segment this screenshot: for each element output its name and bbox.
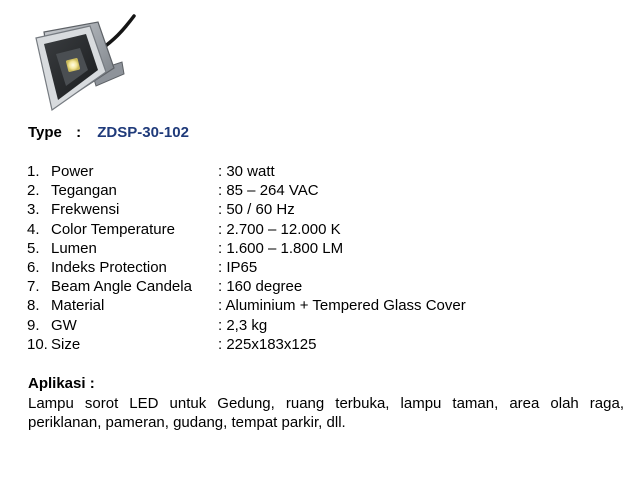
spec-label: Beam Angle Candela <box>51 278 192 296</box>
spec-number: 2. <box>27 182 40 200</box>
spec-row <box>27 181 627 200</box>
spec-value: : 225x183x125 <box>218 335 317 353</box>
type-value: ZDSP-30-102 <box>97 124 189 141</box>
spec-number: 8. <box>27 297 40 315</box>
spec-row <box>27 296 627 315</box>
spec-number: 1. <box>27 163 40 180</box>
spec-label: Power <box>51 163 94 180</box>
spec-number: 10. <box>27 335 48 353</box>
spec-row <box>27 258 627 277</box>
spec-row <box>27 335 627 354</box>
spec-value: : 85 – 264 VAC <box>218 182 319 200</box>
spec-value: : 2.700 – 12.000 K <box>218 220 341 238</box>
spec-number: 3. <box>27 201 40 219</box>
spec-number: 5. <box>27 239 40 257</box>
spec-row <box>27 162 627 181</box>
spec-label: Frekwensi <box>51 201 120 219</box>
spec-value: : 50 / 60 Hz <box>218 201 295 219</box>
spec-value: : 160 degree <box>218 278 303 296</box>
spec-value: : Aluminium + Tempered Glass Cover <box>218 297 466 315</box>
spec-row <box>27 239 627 258</box>
aplikasi-description: Lampu sorot LED untuk Gedung, ruang terbuka, lampu taman, area olah raga, periklanan, pameran, gudang, tempat parkir, dll. <box>28 395 624 431</box>
spec-number: 6. <box>27 258 40 276</box>
spec-value: : 30 watt <box>218 163 275 180</box>
type-line <box>28 124 189 142</box>
type-label: Type <box>28 124 62 141</box>
spec-label: Size <box>51 335 81 353</box>
spec-row <box>27 220 627 239</box>
spec-number: 9. <box>27 316 40 334</box>
spec-label: Lumen <box>51 239 97 257</box>
spec-row <box>27 200 627 219</box>
spec-label: Indeks Protection <box>51 258 167 276</box>
spec-value: : IP65 <box>218 258 258 276</box>
led-floodlight-icon <box>30 14 136 114</box>
spec-label: GW <box>51 316 77 334</box>
spec-number: 7. <box>27 278 40 296</box>
spec-row <box>27 277 627 296</box>
spec-value: : 1.600 – 1.800 LM <box>218 239 344 257</box>
spec-label: Material <box>51 297 105 315</box>
aplikasi-heading: Aplikasi : <box>28 375 95 392</box>
spec-row <box>27 316 627 335</box>
spec-value: : 2,3 kg <box>218 316 268 334</box>
type-colon: : <box>76 124 82 141</box>
spec-list <box>27 162 627 354</box>
spec-label: Color Temperature <box>51 220 175 238</box>
spec-label: Tegangan <box>51 182 117 200</box>
spec-number: 4. <box>27 220 40 238</box>
